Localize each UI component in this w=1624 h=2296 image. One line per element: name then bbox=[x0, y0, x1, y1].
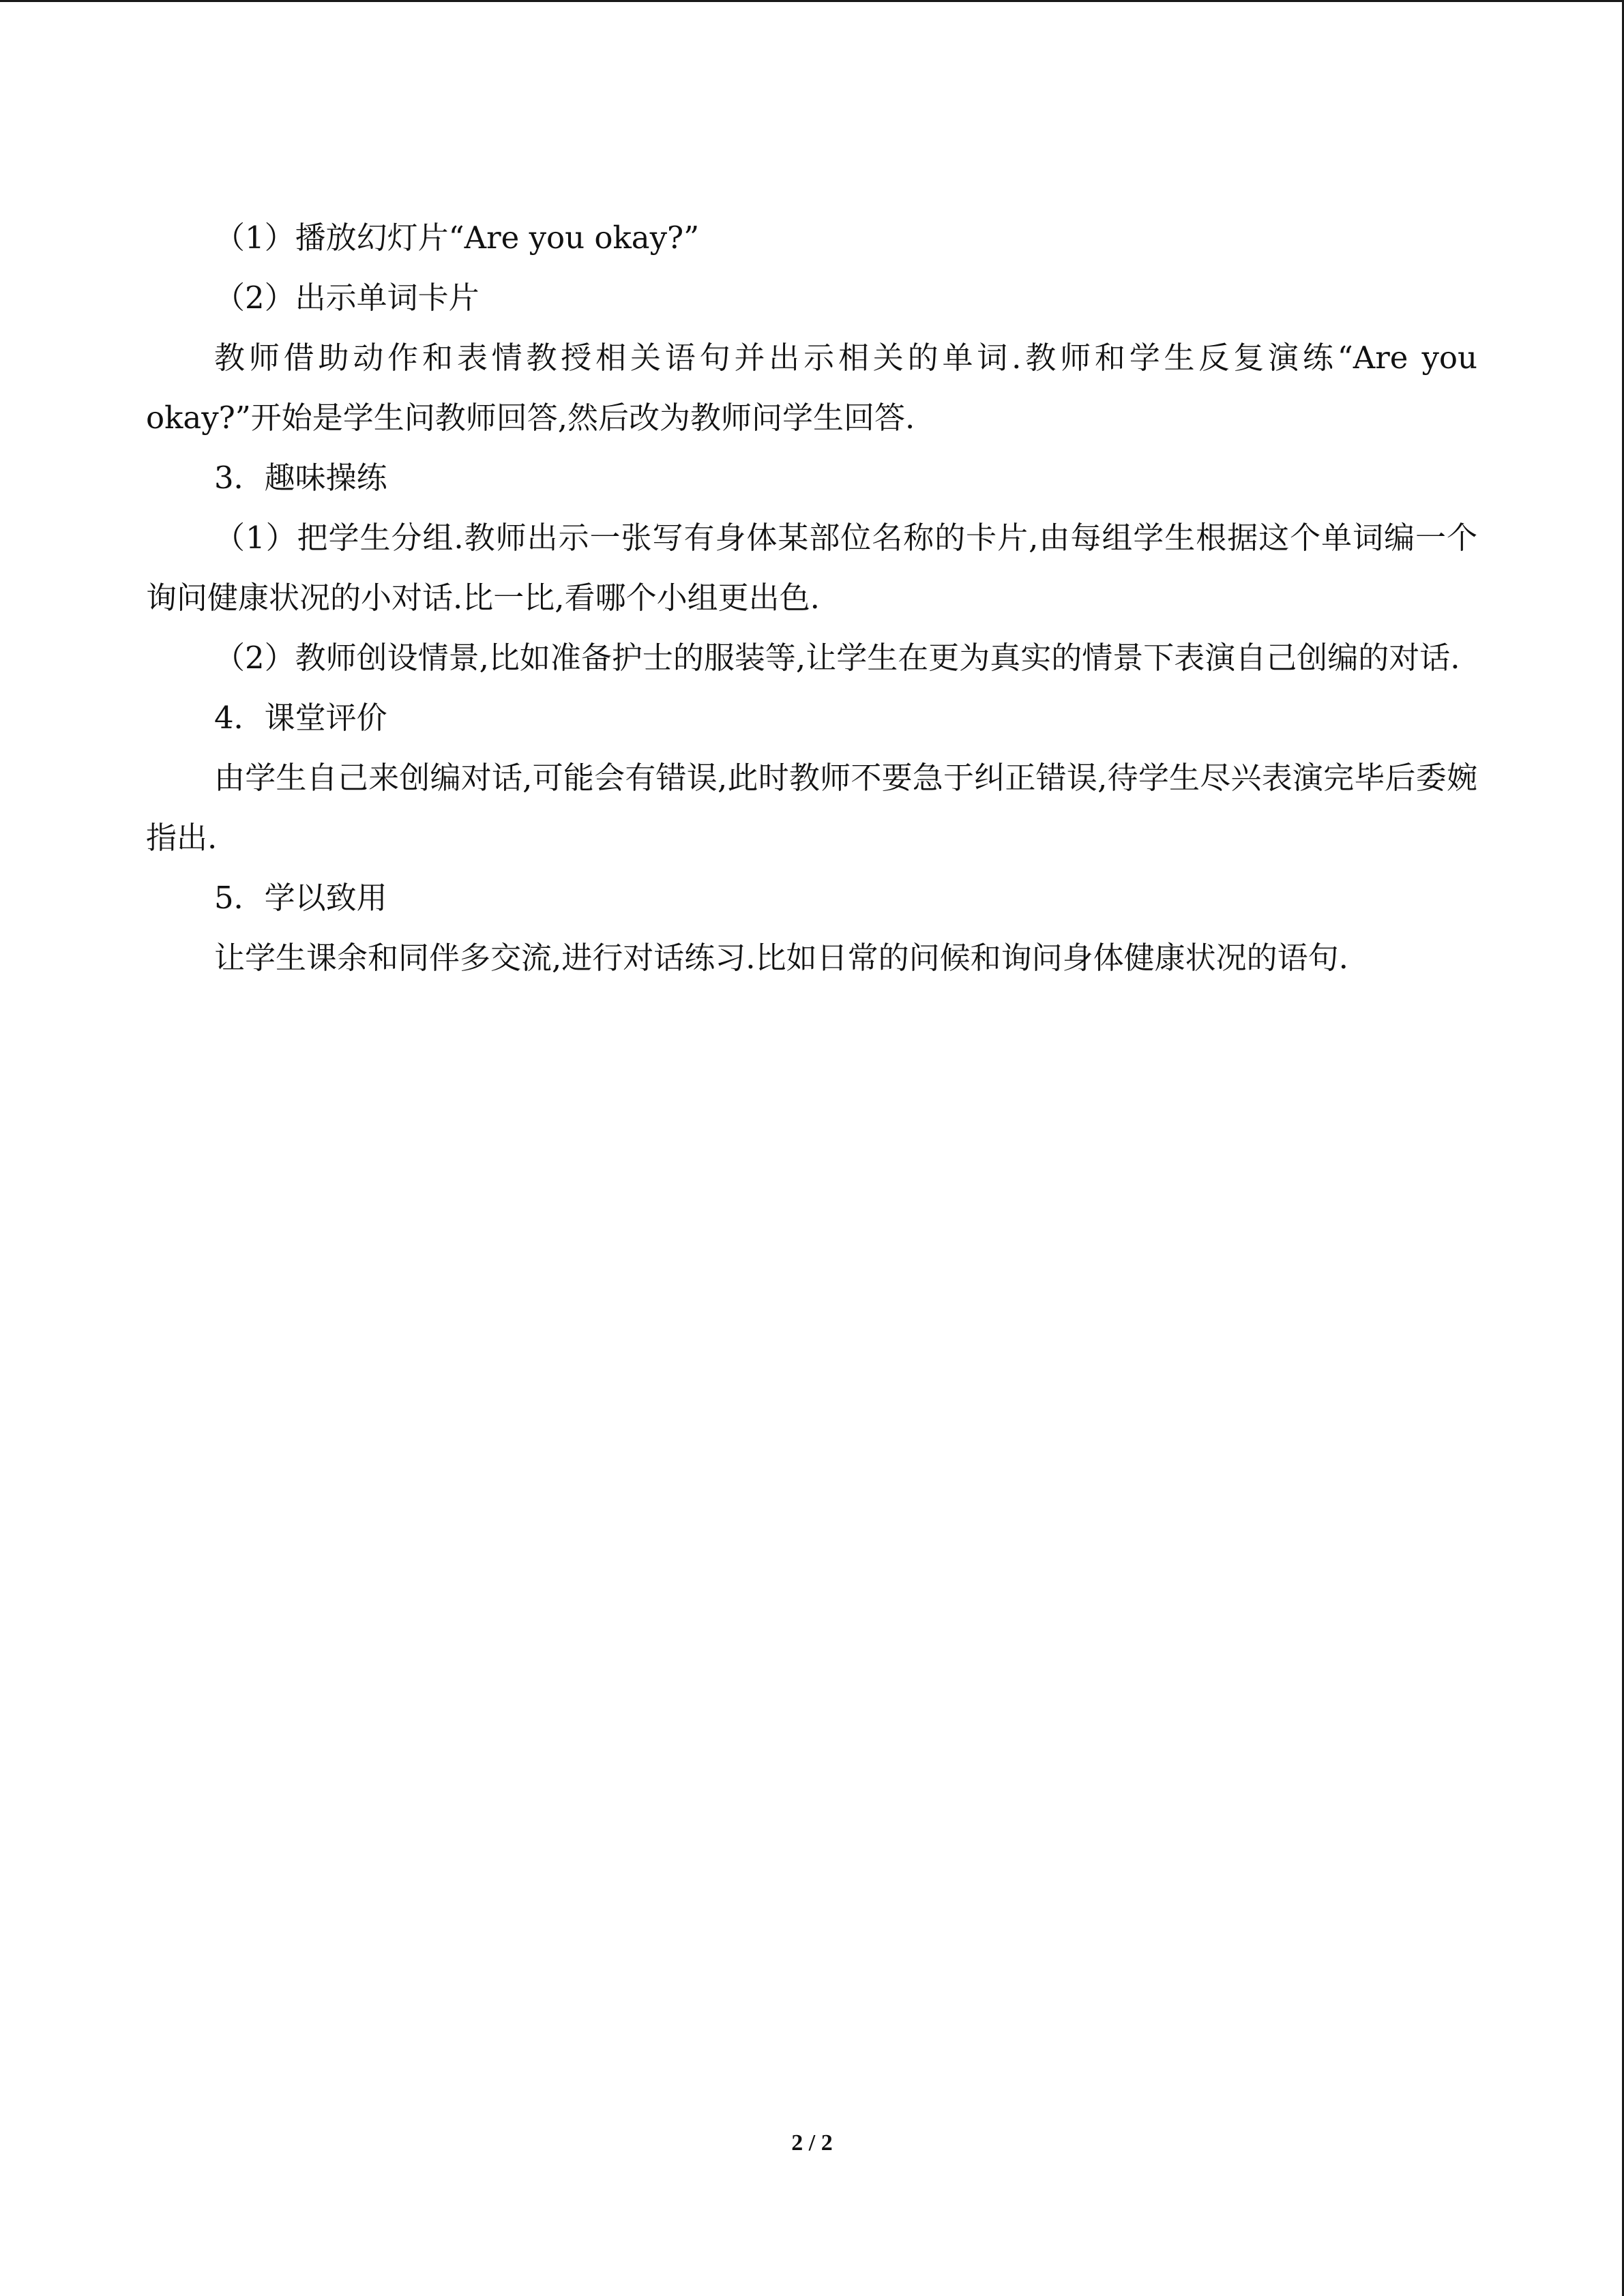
paragraph-evaluation: 由学生自己来创编对话,可能会有错误,此时教师不要急于纠正错误,待学生尽兴表演完毕后委婉指出. bbox=[146, 760, 1477, 856]
heading-apply-learning: 5．学以致用 bbox=[214, 880, 387, 916]
page-number: 2 / 2 bbox=[791, 2130, 833, 2156]
heading-fun-practice: 3．趣味操练 bbox=[214, 460, 387, 496]
paragraph-group-cards: （1）把学生分组.教师出示一张写有身体某部位名称的卡片,由每组学生根据这个单词编一个询问健康状况的小对话.比一比,看哪个小组更出色. bbox=[146, 520, 1477, 616]
heading-class-evaluation: 4．课堂评价 bbox=[214, 700, 387, 736]
document-body bbox=[146, 208, 1477, 988]
paragraph-word-cards: （2）出示单词卡片 bbox=[214, 280, 479, 316]
page-top-border bbox=[0, 0, 1624, 2]
paragraph-slide-show: （1）播放幻灯片“Are you okay?” bbox=[214, 220, 700, 256]
paragraph-teacher-demo: 教师借助动作和表情教授相关语句并出示相关的单词.教师和学生反复演练“Are you okay?”开始是学生问教师回答,然后改为教师问学生回答. bbox=[146, 340, 1477, 436]
paragraph-role-play: （2）教师创设情景,比如准备护士的服装等,让学生在更为真实的情景下表演自己创编的对话. bbox=[214, 640, 1460, 676]
paragraph-apply: 让学生课余和同伴多交流,进行对话练习.比如日常的问候和询问身体健康状况的语句. bbox=[214, 940, 1348, 976]
